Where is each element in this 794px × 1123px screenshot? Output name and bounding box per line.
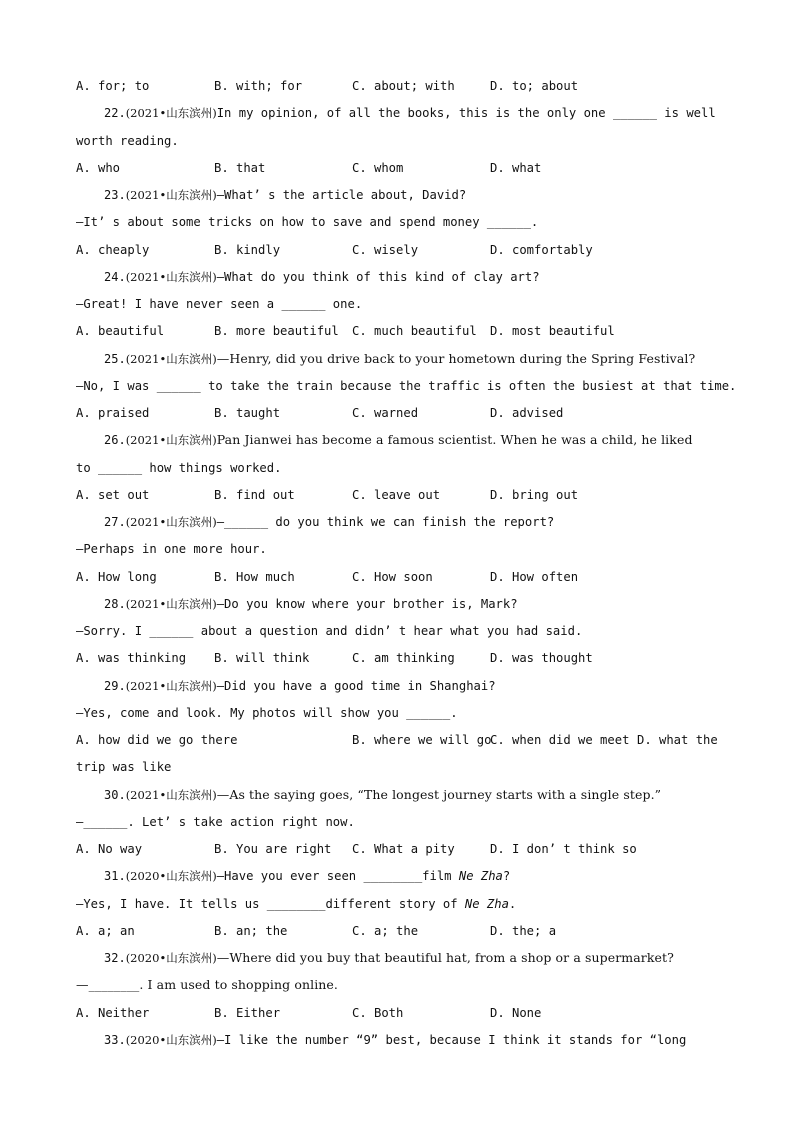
question-text: worth reading.: [76, 134, 179, 148]
answer-option: B. will think: [214, 651, 310, 665]
question-source: (2021•山东滨州): [125, 433, 217, 447]
answer-option: D. comfortably: [490, 243, 593, 257]
question-line: [104, 596, 518, 612]
answer-option: C. about; with: [352, 79, 455, 93]
question-text: to ______ how things worked.: [76, 461, 282, 475]
answer-option: D. what: [490, 161, 542, 175]
question-text: Pan Jianwei has become a famous scientist. When he was a child, he liked: [216, 432, 693, 447]
film-title: Ne Zha: [464, 897, 509, 911]
answer-option: C. am thinking: [352, 651, 455, 665]
answer-option: A. beautiful: [76, 324, 165, 338]
answer-option: B. where we will go: [352, 733, 492, 747]
answer-option: D. most beautiful: [490, 324, 615, 338]
question-source: (2021•山东滨州): [125, 270, 217, 284]
question-number: 23.: [104, 188, 126, 202]
answer-option: D. to; about: [490, 79, 579, 93]
answer-option: B. You are right: [214, 842, 332, 856]
question-continuation: [76, 378, 736, 394]
answer-option: D. I don’ t think so: [490, 842, 637, 856]
question-text: —What’ s the article about, David?: [216, 188, 467, 202]
question-text: —Did you have a good time in Shanghai?: [216, 679, 496, 693]
question-source: (2021•山东滨州): [125, 597, 217, 611]
question-text: —Perhaps in one more hour.: [76, 542, 267, 556]
question-number: 27.: [104, 515, 126, 529]
answer-option: B. taught: [214, 406, 281, 420]
answer-option: C. How soon: [352, 570, 433, 584]
answer-option: B. more beautiful: [214, 324, 339, 338]
question-source: (2021•山东滨州): [125, 788, 217, 802]
answer-option: B. Either: [214, 1006, 281, 1020]
question-text: —________. I am used to shopping online.: [76, 977, 339, 992]
question-line: [104, 678, 496, 694]
answer-option: A. who: [76, 161, 121, 175]
answer-option: B. find out: [214, 488, 295, 502]
question-line: [104, 187, 466, 203]
answer-option: A. praised: [76, 406, 150, 420]
answer-option: B. kindly: [214, 243, 281, 257]
answer-option: D. was thought: [490, 651, 593, 665]
answer-option: A. How long: [76, 570, 157, 584]
film-title: Ne Zha: [458, 869, 503, 883]
question-number: 22.: [104, 106, 126, 120]
question-line: [104, 868, 510, 884]
question-source: (2020•山东滨州): [125, 869, 217, 883]
question-number: 25.: [104, 352, 126, 366]
question-continuation: [76, 296, 362, 312]
answer-option: A. was thinking: [76, 651, 187, 665]
question-continuation: [76, 460, 281, 476]
question-line: [104, 787, 661, 803]
question-text: —Have you ever seen ________film: [216, 869, 459, 883]
question-text: —______ do you think we can finish the report?: [216, 515, 555, 529]
answer-option: C. Both: [352, 1006, 404, 1020]
question-continuation: [76, 896, 516, 912]
question-text: trip was like: [76, 760, 172, 774]
answer-option: A. how did we go there: [76, 733, 238, 747]
answer-option: A. Neither: [76, 1006, 150, 1020]
question-line: [104, 269, 540, 285]
question-text: —Where did you buy that beautiful hat, from a shop or a supermarket?: [216, 950, 674, 965]
answer-option: C. warned: [352, 406, 419, 420]
answer-option: D. the; a: [490, 924, 557, 938]
question-text: —As the saying goes, “The longest journey starts with a single step.”: [216, 787, 662, 802]
question-number: 32.: [104, 951, 126, 965]
question-continuation: [76, 623, 582, 639]
question-number: 28.: [104, 597, 126, 611]
answer-option: B. an; the: [214, 924, 288, 938]
answer-option: D. How often: [490, 570, 579, 584]
question-source: (2021•山东滨州): [125, 106, 217, 120]
answer-option: D. bring out: [490, 488, 579, 502]
question-text: —What do you think of this kind of clay art?: [216, 270, 540, 284]
question-number: 26.: [104, 433, 126, 447]
answer-option: D. advised: [490, 406, 564, 420]
question-continuation: [76, 705, 458, 721]
question-text: —No, I was ______ to take the train because the traffic is often the busiest at that time.: [76, 379, 737, 393]
answer-option: B. How much: [214, 570, 295, 584]
answer-option: A. a; an: [76, 924, 135, 938]
question-text: —Great! I have never seen a ______ one.: [76, 297, 363, 311]
question-text: —Sorry. I ______ about a question and didn’ t hear what you had said.: [76, 624, 583, 638]
question-source: (2021•山东滨州): [125, 679, 217, 693]
question-number: 30.: [104, 788, 126, 802]
question-source: (2021•山东滨州): [125, 352, 217, 366]
answer-option: A. for; to: [76, 79, 150, 93]
question-text: —I like the number “9” best, because I think it stands for “long: [216, 1033, 687, 1047]
question-text-end: .: [508, 897, 517, 911]
question-continuation: [76, 133, 179, 149]
question-continuation: [76, 977, 338, 993]
answer-option: C. wisely: [352, 243, 419, 257]
question-source: (2020•山东滨州): [125, 1033, 217, 1047]
question-text: —______. Let’ s take action right now.: [76, 815, 355, 829]
question-source: (2021•山东滨州): [125, 515, 217, 529]
question-source: (2021•山东滨州): [125, 188, 217, 202]
answer-option: C. when did we meet: [490, 733, 630, 747]
question-text: —Do you know where your brother is, Mark?: [216, 597, 518, 611]
question-line: [104, 514, 554, 530]
answer-option: C. What a pity: [352, 842, 455, 856]
question-text: —Henry, did you drive back to your hometown during the Spring Festival?: [216, 351, 696, 366]
answer-option: C. a; the: [352, 924, 419, 938]
question-text: —Yes, I have. It tells us ________different story of: [76, 897, 465, 911]
question-line: [104, 105, 716, 121]
answer-option: D. None: [490, 1006, 542, 1020]
question-continuation: [76, 541, 267, 557]
question-source: (2020•山东滨州): [125, 951, 217, 965]
question-continuation: [76, 759, 171, 775]
answer-option: B. that: [214, 161, 266, 175]
question-continuation: [76, 814, 355, 830]
question-line: [104, 351, 695, 367]
question-number: 33.: [104, 1033, 126, 1047]
question-number: 24.: [104, 270, 126, 284]
answer-option: A. cheaply: [76, 243, 150, 257]
question-text: —It’ s about some tricks on how to save and spend money ______.: [76, 215, 539, 229]
question-line: [104, 432, 693, 448]
question-text-end: ?: [502, 869, 511, 883]
answer-option: C. much beautiful: [352, 324, 477, 338]
answer-option: C. whom: [352, 161, 404, 175]
answer-option: C. leave out: [352, 488, 441, 502]
answer-option: B. with; for: [214, 79, 303, 93]
question-number: 29.: [104, 679, 126, 693]
question-line: [104, 1032, 686, 1048]
question-text: —Yes, come and look. My photos will show you ______.: [76, 706, 458, 720]
question-number: 31.: [104, 869, 126, 883]
answer-option: D. what the: [637, 733, 718, 747]
question-text: In my opinion, of all the books, this is the only one ______ is well: [216, 106, 716, 120]
answer-option: A. set out: [76, 488, 150, 502]
question-continuation: [76, 214, 538, 230]
answer-option: A. No way: [76, 842, 143, 856]
question-line: [104, 950, 674, 966]
